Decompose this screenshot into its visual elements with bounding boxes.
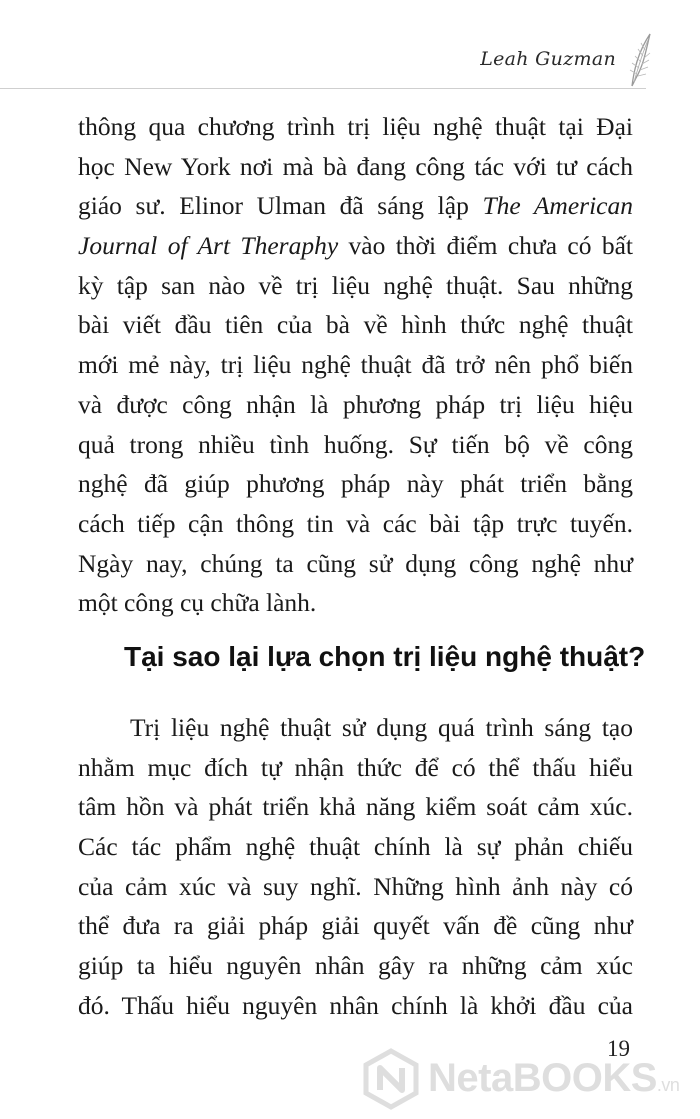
text-line: tâm hồn và phát triển khả năng kiểm soát cảm xúc.	[78, 792, 633, 822]
text-line: bài viết đầu tiên của bà về hình thức nghệ thuật	[78, 310, 633, 340]
section-heading: Tại sao lại lựa chọn trị liệu nghệ thuật?	[124, 641, 646, 672]
journal-title-part: Journal of Art Theraphy	[78, 231, 339, 261]
text-run: giáo sư. Elinor Ulman đã sáng lập	[78, 191, 483, 221]
text-line: Trị liệu nghệ thuật sử dụng quá trình sáng tạo	[130, 713, 633, 742]
text-line: cách tiếp cận thông tin và các bài tập trực tuyến.	[78, 508, 633, 538]
page-number: 19	[607, 1036, 630, 1061]
text-line: quả trong nhiều tình huống. Sự tiến bộ về công	[78, 429, 633, 459]
watermark-brand: NetaBOOKS	[428, 1056, 657, 1100]
text-line: và được công nhận là phương pháp trị liệu hiệu	[78, 389, 633, 419]
text-line: thông qua chương trình trị liệu nghệ thuật tại Đại	[78, 112, 633, 141]
watermark-text	[428, 1056, 679, 1101]
text-line: mới mẻ này, trị liệu nghệ thuật đã trở nên phổ biến	[78, 350, 633, 380]
text-line: một công cụ chữa lành.	[78, 588, 317, 618]
text-line: giúp ta hiểu nguyên nhân gây ra những cảm xúc	[78, 951, 633, 981]
text-line: Ngày nay, chúng ta cũng sử dụng công nghệ như	[78, 548, 633, 578]
text-line	[78, 186, 633, 226]
paragraph-1	[78, 107, 633, 623]
feather-ornament-icon	[624, 30, 654, 88]
header-rule	[0, 88, 646, 89]
text-line	[78, 226, 633, 266]
text-line: học New York nơi mà bà đang công tác với tư cách	[78, 151, 633, 181]
text-line: nhằm mục đích tự nhận thức để có thể thấu hiểu	[78, 752, 633, 782]
netabooks-watermark	[360, 1048, 690, 1110]
text-run: vào thời điểm chưa có bất	[338, 231, 633, 261]
running-header-author: Leah Guzman	[480, 48, 616, 70]
text-line: của cảm xúc và suy nghĩ. Những hình ảnh này có	[78, 871, 633, 901]
journal-title-part: The American	[482, 191, 633, 221]
watermark-suffix: .vn	[656, 1075, 680, 1095]
netabooks-logo-icon	[360, 1048, 422, 1110]
text-line: đó. Thấu hiểu nguyên nhân chính là khởi đầu của	[78, 990, 633, 1020]
text-line: thể đưa ra giải pháp giải quyết vấn đề cũng như	[78, 911, 633, 941]
text-line: kỳ tập san nào về trị liệu nghệ thuật. Sau những	[78, 270, 633, 300]
text-line: Các tác phẩm nghệ thuật chính là sự phản chiếu	[78, 832, 633, 862]
paragraph-2	[78, 708, 633, 1026]
text-line: nghệ đã giúp phương pháp này phát triển bằng	[78, 469, 633, 499]
